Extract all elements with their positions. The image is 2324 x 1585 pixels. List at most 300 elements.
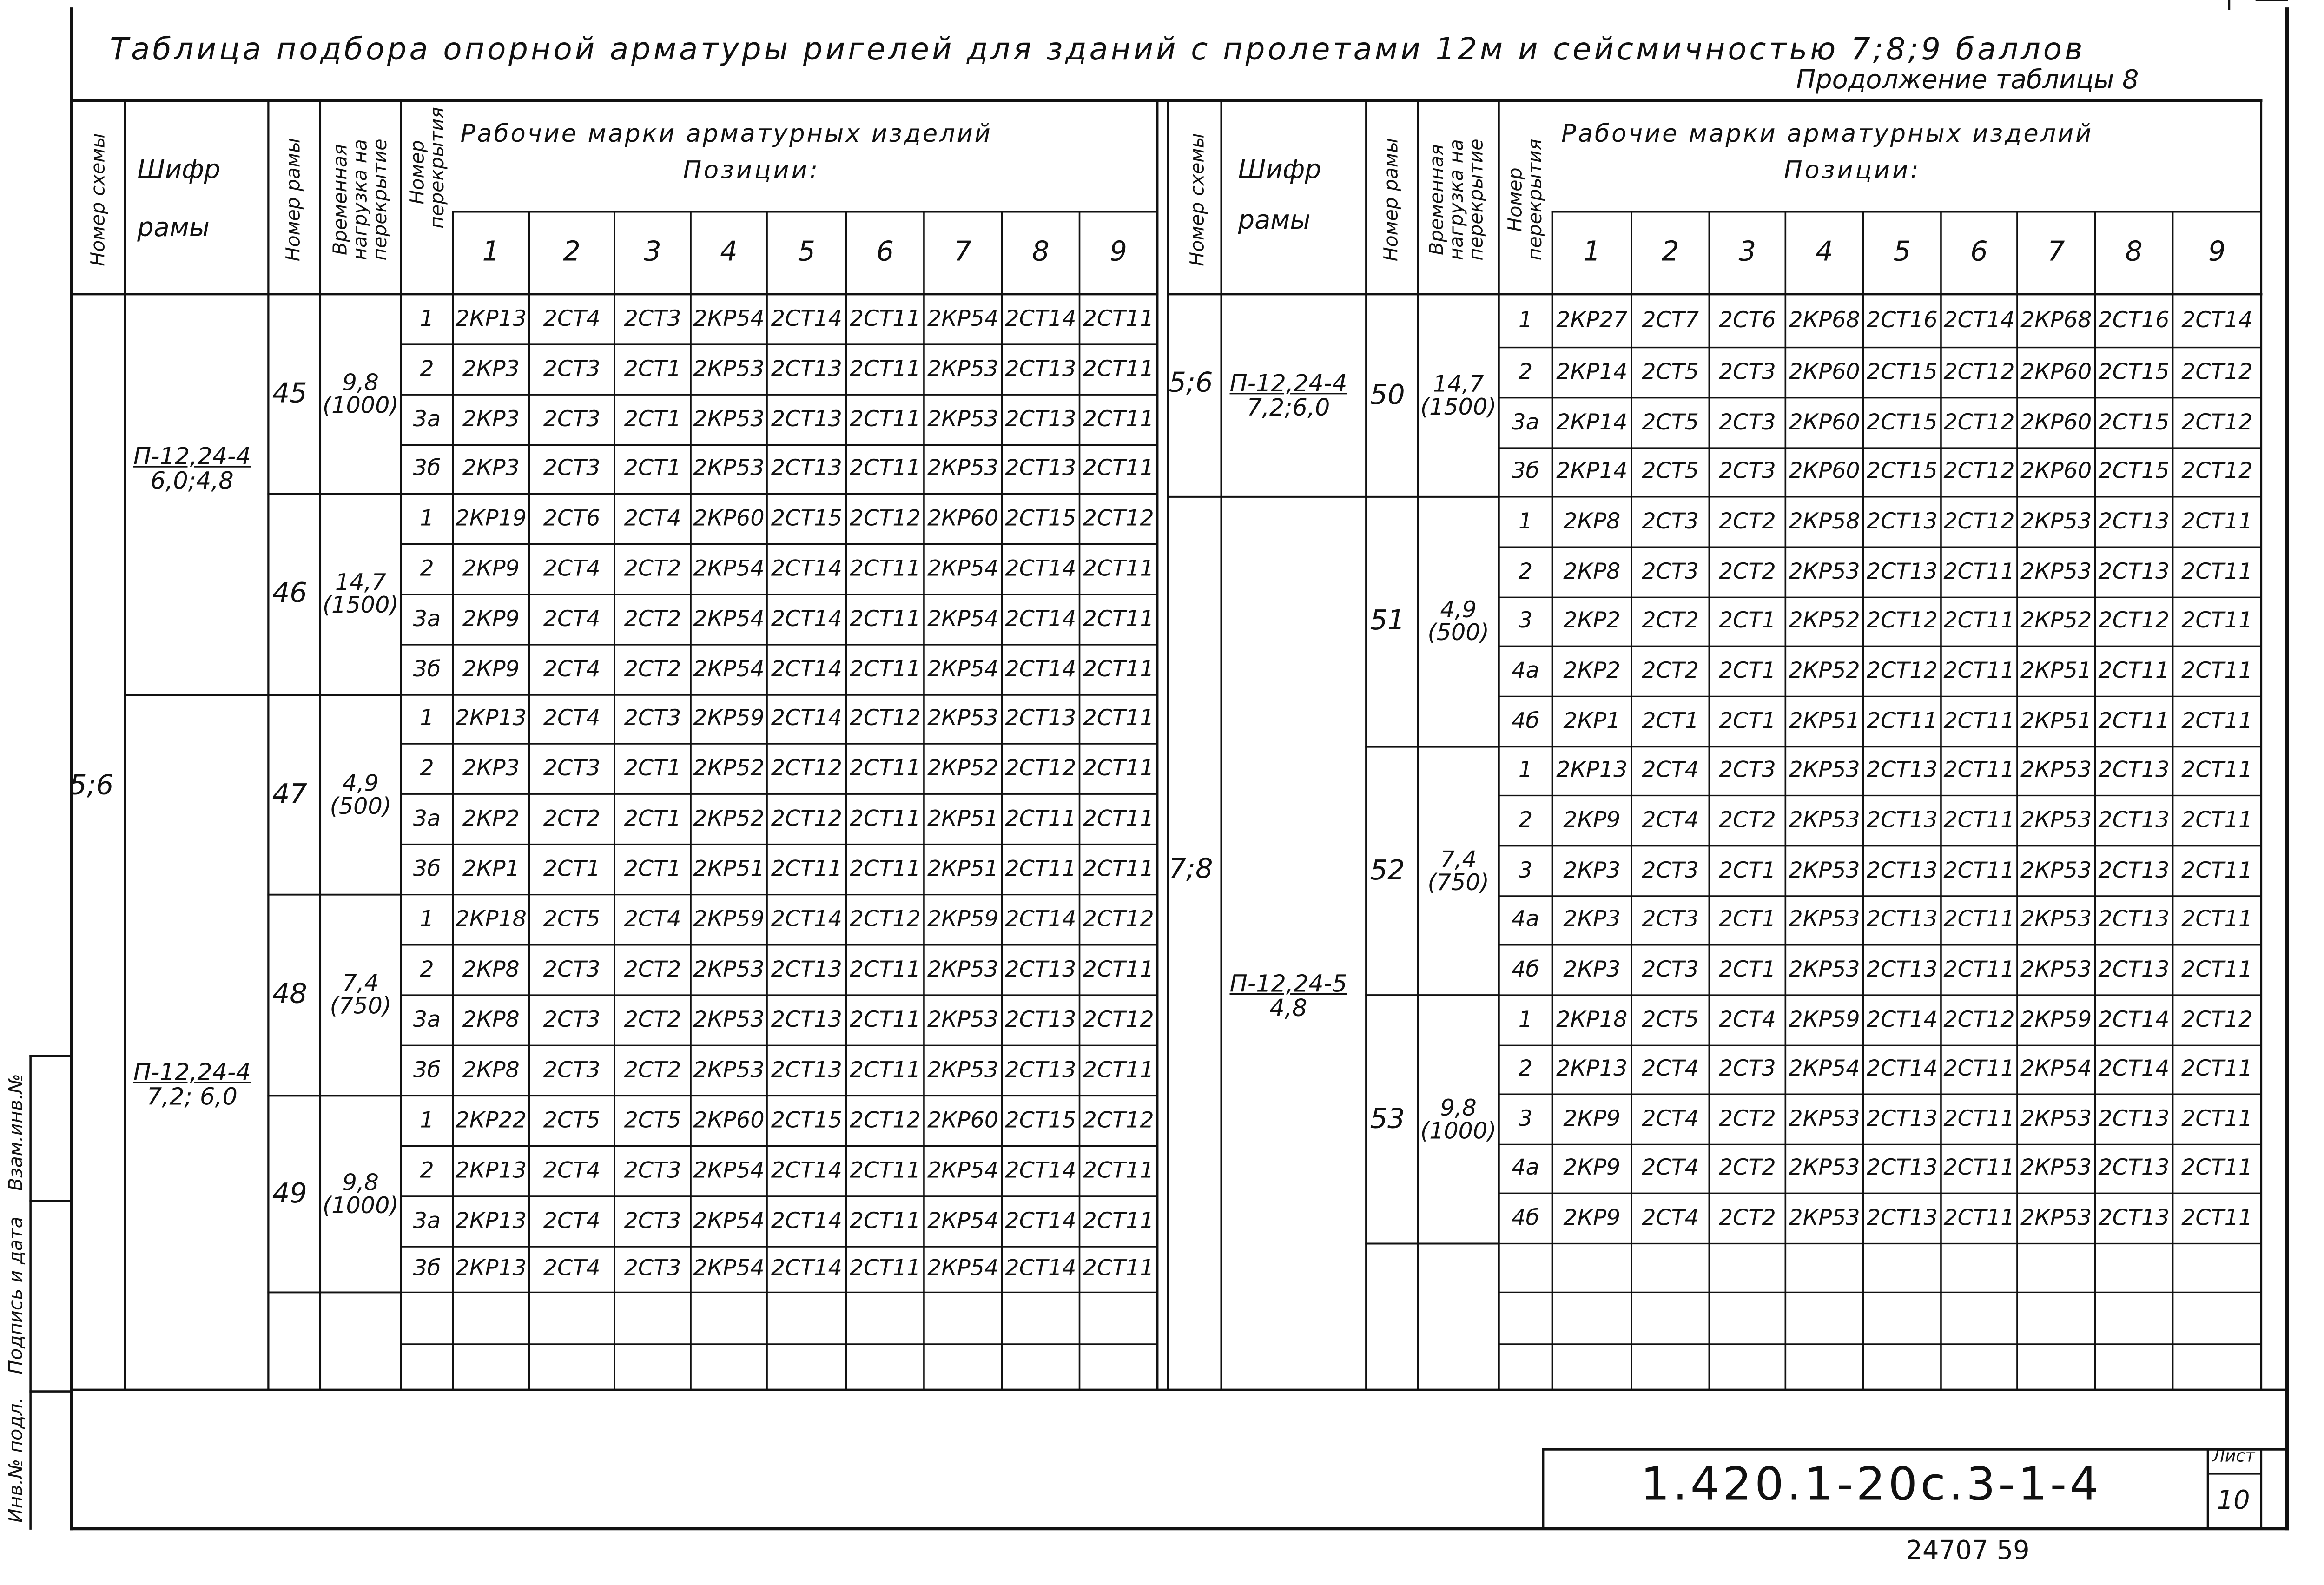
mark-cell: 2СТ16 xyxy=(1866,308,1938,333)
mark-cell: 2СТ12 xyxy=(849,707,921,732)
mark-cell: 2КР13 xyxy=(455,306,527,331)
mark-cell: 2СТ12 xyxy=(1943,460,2015,484)
mark-cell: 2СТ13 xyxy=(771,456,842,482)
frame-number: 50 xyxy=(1370,378,1405,411)
mark-cell: 2СТ13 xyxy=(1005,707,1076,732)
mark-cell: 2КР53 xyxy=(927,957,999,982)
mark-cell: 2СТ14 xyxy=(1005,306,1076,331)
mark-cell: 2КР68 xyxy=(2020,308,2092,333)
header-load: Временная нагрузка на перекрытие xyxy=(328,139,391,261)
code-denominator: 4,8 xyxy=(1269,995,1307,1023)
table-title: Таблица подбора опорной арматуры ригелей для зданий с пролетами 12м и сейсмичностью 7;8;9 баллов xyxy=(110,30,2086,67)
mark-cell: 2КР14 xyxy=(1556,360,1628,385)
mark-cell: 2КР8 xyxy=(462,1058,520,1083)
frame-code xyxy=(133,1060,251,1110)
mark-cell: 2СТ12 xyxy=(1083,1008,1154,1032)
mark-cell: 2СТ11 xyxy=(1083,756,1154,781)
header-floor-no-right: Номер перекрытия xyxy=(1503,139,1546,261)
mark-cell: 2КР53 xyxy=(927,357,999,382)
mark-cell: 2СТ11 xyxy=(1943,908,2015,932)
mark-cell: 2СТ4 xyxy=(543,1257,601,1281)
mark-cell: 2СТ12 xyxy=(849,907,921,932)
mark-cell: 2СТ11 xyxy=(2181,1206,2253,1230)
mark-cell: 2СТ12 xyxy=(2181,460,2253,484)
mark-cell: 2КР2 xyxy=(1563,659,1621,683)
header-scheme-no: Номер схемы xyxy=(86,133,109,266)
load-kgf: (1000) xyxy=(322,1191,399,1219)
mark-cell: 2СТ11 xyxy=(1083,407,1154,432)
mark-cell: 2СТ11 xyxy=(849,657,921,682)
mark-cell: 2СТ11 xyxy=(2181,609,2253,634)
header-code-line2: рамы xyxy=(137,213,210,244)
sheet-number: 10 xyxy=(2217,1486,2250,1517)
mark-cell: 2СТ14 xyxy=(771,657,842,682)
mark-cell: 2СТ5 xyxy=(1642,410,1699,435)
mark-cell: 2КР13 xyxy=(455,1158,527,1183)
mark-cell: 2СТ14 xyxy=(1005,657,1076,682)
mark-cell: 2СТ7 xyxy=(1642,308,1699,333)
mark-cell: 2СТ11 xyxy=(849,756,921,781)
mark-cell: 2СТ4 xyxy=(543,306,601,331)
load-kgf: (1000) xyxy=(322,391,399,419)
mark-cell: 2СТ14 xyxy=(771,556,842,581)
mark-cell: 2СТ11 xyxy=(1943,858,2015,883)
mark-cell: 2СТ3 xyxy=(624,707,681,732)
mark-cell: 2КР53 xyxy=(693,957,765,982)
mark-cell: 2СТ13 xyxy=(2098,560,2170,584)
mark-cell: 2СТ3 xyxy=(543,456,601,482)
mark-cell: 2КР3 xyxy=(462,407,520,432)
mark-cell: 2КР22 xyxy=(455,1108,527,1133)
load-value: 9,8 xyxy=(342,368,379,396)
mark-cell: 2СТ15 xyxy=(771,506,842,531)
mark-cell: 2СТ4 xyxy=(1642,1107,1699,1131)
mark-cell: 2СТ11 xyxy=(2181,1057,2253,1082)
mark-cell: 2КР53 xyxy=(693,456,765,482)
mark-cell: 2КР19 xyxy=(455,506,527,531)
mark-cell: 2СТ12 xyxy=(1866,659,1938,683)
mark-cell: 2СТ11 xyxy=(849,607,921,632)
mark-cell: 2СТ14 xyxy=(1866,1008,1938,1032)
mark-cell: 2СТ14 xyxy=(2098,1008,2170,1032)
header-frame-no-right: Номер рамы xyxy=(1379,138,1402,262)
mark-cell: 2СТ13 xyxy=(1005,357,1076,382)
frame-code xyxy=(1230,371,1347,421)
mark-cell: 2КР14 xyxy=(1556,460,1628,484)
mark-cell: 2СТ4 xyxy=(1642,1156,1699,1181)
mark-cell: 2СТ11 xyxy=(1943,1206,2015,1230)
mark-cell: 2СТ6 xyxy=(543,506,601,531)
mark-cell: 2СТ13 xyxy=(2098,908,2170,932)
mark-cell: 2КР18 xyxy=(455,907,527,932)
floor-number: 1 xyxy=(1518,308,1533,333)
frame-number: 51 xyxy=(1370,605,1405,637)
mark-cell: 2КР54 xyxy=(693,1257,765,1281)
floor-number: 4а xyxy=(1512,659,1539,683)
mark-cell: 2СТ13 xyxy=(1866,560,1938,584)
mark-cell: 2СТ11 xyxy=(2181,808,2253,833)
mark-cell: 2КР59 xyxy=(693,907,765,932)
load-cell xyxy=(1420,370,1497,420)
floor-number: 1 xyxy=(420,707,434,732)
mark-cell: 2СТ3 xyxy=(543,756,601,781)
mark-cell: 2СТ12 xyxy=(2098,609,2170,634)
mark-cell: 2СТ1 xyxy=(1718,709,1776,733)
mark-cell: 2КР53 xyxy=(2020,858,2092,883)
mark-cell: 2СТ11 xyxy=(1005,857,1076,881)
mark-cell: 2СТ11 xyxy=(2181,759,2253,783)
mark-cell: 2СТ11 xyxy=(849,1257,921,1281)
position-header-4: 4 xyxy=(1816,236,1833,269)
position-header-9: 9 xyxy=(1109,236,1127,269)
mark-cell: 2СТ11 xyxy=(1083,806,1154,831)
mark-cell: 2СТ2 xyxy=(624,657,681,682)
document-designation: 1.420.1-20с.3-1-4 xyxy=(1640,1458,2102,1512)
mark-cell: 2СТ3 xyxy=(543,407,601,432)
mark-cell: 2КР53 xyxy=(2020,808,2092,833)
floor-number: 4б xyxy=(1512,709,1539,733)
mark-cell: 2КР60 xyxy=(693,1108,765,1133)
load-value: 7,4 xyxy=(342,969,379,997)
floor-number: 1 xyxy=(420,306,434,331)
mark-cell: 2СТ11 xyxy=(849,806,921,831)
position-header-2: 2 xyxy=(1661,236,1679,269)
mark-cell: 2СТ11 xyxy=(2181,858,2253,883)
mark-cell: 2СТ11 xyxy=(1083,306,1154,331)
mark-cell: 2КР53 xyxy=(2020,1156,2092,1181)
mark-cell: 2СТ11 xyxy=(1083,857,1154,881)
mark-cell: 2СТ2 xyxy=(543,806,601,831)
header-code-line1: Шифр xyxy=(137,155,221,186)
mark-cell: 2СТ1 xyxy=(1718,659,1776,683)
mark-cell: 2СТ13 xyxy=(1866,908,1938,932)
mark-cell: 2СТ1 xyxy=(624,756,681,781)
mark-cell: 2КР60 xyxy=(693,506,765,531)
code-denominator: 6,0;4,8 xyxy=(150,468,234,495)
mark-cell: 2СТ6 xyxy=(1718,308,1776,333)
mark-cell: 2СТ11 xyxy=(849,556,921,581)
mark-cell: 2СТ11 xyxy=(849,1008,921,1032)
scheme-label: 5;6 xyxy=(69,769,114,802)
mark-cell: 2СТ14 xyxy=(2181,308,2253,333)
mark-cell: 2СТ11 xyxy=(1083,1058,1154,1083)
mark-cell: 2КР60 xyxy=(2020,410,2092,435)
mark-cell: 2СТ11 xyxy=(1083,607,1154,632)
mark-cell: 2КР9 xyxy=(1563,1206,1621,1230)
mark-cell: 2СТ12 xyxy=(849,1108,921,1133)
mark-cell: 2КР60 xyxy=(927,506,999,531)
mark-cell: 2СТ3 xyxy=(1718,460,1776,484)
mark-cell: 2КР53 xyxy=(927,707,999,732)
header-scheme-no-right: Номер схемы xyxy=(1185,133,1208,266)
mark-cell: 2СТ4 xyxy=(1718,1008,1776,1032)
mark-cell: 2СТ12 xyxy=(2181,410,2253,435)
mark-cell: 2СТ11 xyxy=(1083,1257,1154,1281)
mark-cell: 2КР53 xyxy=(1789,1156,1860,1181)
mark-cell: 2СТ13 xyxy=(2098,1156,2170,1181)
frame-code xyxy=(1230,972,1347,1022)
mark-cell: 2СТ15 xyxy=(1005,1108,1076,1133)
mark-cell: 2СТ14 xyxy=(1005,1158,1076,1183)
position-header-9: 9 xyxy=(2208,236,2226,269)
mark-cell: 2СТ4 xyxy=(543,607,601,632)
floor-number: 2 xyxy=(1518,560,1533,584)
floor-number: 3а xyxy=(413,806,441,831)
mark-cell: 2СТ11 xyxy=(1083,1158,1154,1183)
mark-cell: 2СТ3 xyxy=(1642,509,1699,534)
mark-cell: 2СТ13 xyxy=(771,407,842,432)
mark-cell: 2СТ14 xyxy=(771,1158,842,1183)
mark-cell: 2КР59 xyxy=(1789,1008,1860,1032)
floor-number: 2 xyxy=(420,957,434,982)
floor-number: 4б xyxy=(1512,957,1539,982)
mark-cell: 2КР13 xyxy=(455,707,527,732)
mark-cell: 2СТ15 xyxy=(2098,410,2170,435)
mark-cell: 2КР60 xyxy=(927,1108,999,1133)
mark-cell: 2СТ11 xyxy=(1943,560,2015,584)
mark-cell: 2КР59 xyxy=(927,907,999,932)
mark-cell: 2СТ12 xyxy=(2181,360,2253,385)
code-numerator: П-12,24-4 xyxy=(1229,370,1347,397)
mark-cell: 2СТ15 xyxy=(771,1108,842,1133)
mark-cell: 2СТ4 xyxy=(1642,1057,1699,1082)
mark-cell: 2СТ5 xyxy=(1642,1008,1699,1032)
mark-cell: 2КР53 xyxy=(1789,560,1860,584)
code-numerator: П-12,24-4 xyxy=(133,1058,251,1086)
floor-number: 1 xyxy=(1518,509,1533,534)
mark-cell: 2СТ16 xyxy=(2098,308,2170,333)
mark-cell: 2СТ13 xyxy=(1866,1156,1938,1181)
mark-cell: 2КР54 xyxy=(693,607,765,632)
mark-cell: 2КР53 xyxy=(927,456,999,482)
margin-signature-date: Подпись и дата xyxy=(3,1216,27,1374)
load-value: 4,9 xyxy=(342,769,379,797)
mark-cell: 2КР53 xyxy=(927,407,999,432)
mark-cell: 2КР60 xyxy=(1789,460,1860,484)
load-kgf: (500) xyxy=(330,792,391,819)
mark-cell: 2СТ11 xyxy=(1083,556,1154,581)
mark-cell: 2СТ11 xyxy=(1943,1156,2015,1181)
mark-cell: 2СТ3 xyxy=(1642,858,1699,883)
mark-cell: 2КР53 xyxy=(1789,1107,1860,1131)
mark-cell: 2СТ12 xyxy=(849,506,921,531)
mark-cell: 2СТ2 xyxy=(624,957,681,982)
mark-cell: 2КР14 xyxy=(1556,410,1628,435)
load-kgf: (1000) xyxy=(1420,1116,1497,1144)
mark-cell: 2СТ3 xyxy=(624,306,681,331)
mark-cell: 2КР54 xyxy=(927,657,999,682)
mark-cell: 2СТ12 xyxy=(1083,907,1154,932)
mark-cell: 2СТ11 xyxy=(1943,1107,2015,1131)
mark-cell: 2СТ4 xyxy=(1642,759,1699,783)
mark-cell: 2КР59 xyxy=(2020,1008,2092,1032)
mark-cell: 2СТ3 xyxy=(543,357,601,382)
mark-cell: 2КР27 xyxy=(1556,308,1628,333)
floor-number: 3а xyxy=(413,1209,441,1234)
frame-code xyxy=(133,445,251,495)
mark-cell: 2КР53 xyxy=(1789,957,1860,982)
mark-cell: 2СТ14 xyxy=(2098,1057,2170,1082)
header-marks-line2: Позиции: xyxy=(683,155,820,185)
mark-cell: 2СТ12 xyxy=(1083,1108,1154,1133)
mark-cell: 2СТ12 xyxy=(1005,756,1076,781)
mark-cell: 2КР9 xyxy=(462,657,520,682)
mark-cell: 2КР13 xyxy=(1556,759,1628,783)
mark-cell: 2СТ3 xyxy=(1718,1057,1776,1082)
mark-cell: 2СТ5 xyxy=(1642,460,1699,484)
mark-cell: 2СТ2 xyxy=(1718,509,1776,534)
mark-cell: 2СТ11 xyxy=(1083,957,1154,982)
mark-cell: 2КР53 xyxy=(693,1008,765,1032)
mark-cell: 2СТ1 xyxy=(1718,957,1776,982)
scheme-label: 5;6 xyxy=(1169,367,1213,400)
load-kgf: (750) xyxy=(330,992,391,1020)
load-value: 4,9 xyxy=(1440,596,1477,624)
mark-cell: 2КР9 xyxy=(1563,1107,1621,1131)
mark-cell: 2СТ1 xyxy=(1718,908,1776,932)
mark-cell: 2СТ11 xyxy=(1005,806,1076,831)
mark-cell: 2СТ1 xyxy=(1718,609,1776,634)
mark-cell: 2СТ11 xyxy=(2181,1156,2253,1181)
mark-cell: 2КР53 xyxy=(693,357,765,382)
mark-cell: 2КР3 xyxy=(1563,908,1621,932)
mark-cell: 2КР58 xyxy=(1789,509,1860,534)
mark-cell: 2КР52 xyxy=(927,756,999,781)
mark-cell: 2СТ14 xyxy=(1866,1057,1938,1082)
mark-cell: 2КР53 xyxy=(1789,1206,1860,1230)
mark-cell: 2КР1 xyxy=(1563,709,1621,733)
mark-cell: 2СТ11 xyxy=(1943,759,2015,783)
mark-cell: 2СТ13 xyxy=(1005,407,1076,432)
mark-cell: 2СТ13 xyxy=(771,1008,842,1032)
position-header-2: 2 xyxy=(563,236,581,269)
mark-cell: 2СТ11 xyxy=(1083,707,1154,732)
mark-cell: 2СТ2 xyxy=(624,1008,681,1032)
mark-cell: 2СТ13 xyxy=(771,957,842,982)
mark-cell: 2КР52 xyxy=(2020,609,2092,634)
mark-cell: 2КР53 xyxy=(927,1058,999,1083)
mark-cell: 2СТ15 xyxy=(1866,410,1938,435)
mark-cell: 2СТ11 xyxy=(2098,709,2170,733)
floor-number: 3а xyxy=(413,407,441,432)
mark-cell: 2СТ1 xyxy=(624,456,681,482)
floor-number: 3б xyxy=(413,1058,441,1083)
frame-number: 52 xyxy=(1370,854,1405,886)
mark-cell: 2СТ12 xyxy=(2181,1008,2253,1032)
mark-cell: 2СТ13 xyxy=(1005,456,1076,482)
mark-cell: 2КР2 xyxy=(462,806,520,831)
mark-cell: 2СТ13 xyxy=(1866,808,1938,833)
mark-cell: 2СТ12 xyxy=(1943,410,2015,435)
mark-cell: 2СТ5 xyxy=(1642,360,1699,385)
mark-cell: 2СТ11 xyxy=(1083,357,1154,382)
mark-cell: 2СТ4 xyxy=(624,506,681,531)
mark-cell: 2СТ12 xyxy=(1943,509,2015,534)
mark-cell: 2СТ13 xyxy=(2098,509,2170,534)
frame-number: 47 xyxy=(272,778,307,810)
mark-cell: 2КР13 xyxy=(455,1209,527,1234)
mark-cell: 2КР3 xyxy=(462,756,520,781)
code-numerator: П-12,24-4 xyxy=(133,443,251,471)
archive-number: 24707 59 xyxy=(1906,1536,2030,1567)
floor-number: 2 xyxy=(420,1158,434,1183)
mark-cell: 2КР53 xyxy=(2020,1107,2092,1131)
mark-cell: 2СТ15 xyxy=(1866,460,1938,484)
mark-cell: 2КР54 xyxy=(927,306,999,331)
frame-number: 48 xyxy=(272,978,307,1010)
mark-cell: 2СТ11 xyxy=(849,306,921,331)
floor-number: 2 xyxy=(1518,360,1533,385)
floor-number: 3 xyxy=(1518,1107,1533,1131)
code-denominator: 7,2;6,0 xyxy=(1247,395,1330,423)
mark-cell: 2СТ1 xyxy=(624,407,681,432)
mark-cell: 2СТ4 xyxy=(624,907,681,932)
floor-number: 4б xyxy=(1512,1206,1539,1230)
mark-cell: 2КР60 xyxy=(2020,460,2092,484)
mark-cell: 2СТ14 xyxy=(1005,607,1076,632)
mark-cell: 2КР54 xyxy=(1789,1057,1860,1082)
mark-cell: 2СТ4 xyxy=(543,707,601,732)
mark-cell: 2СТ1 xyxy=(1642,709,1699,733)
mark-cell: 2СТ11 xyxy=(849,407,921,432)
mark-cell: 2СТ13 xyxy=(771,1058,842,1083)
mark-cell: 2КР8 xyxy=(462,1008,520,1032)
mark-cell: 2СТ14 xyxy=(771,607,842,632)
position-header-3: 3 xyxy=(644,236,661,269)
floor-number: 4а xyxy=(1512,908,1539,932)
position-header-3: 3 xyxy=(1738,236,1756,269)
mark-cell: 2КР18 xyxy=(1556,1008,1628,1032)
mark-cell: 2СТ11 xyxy=(849,456,921,482)
position-header-4: 4 xyxy=(720,236,738,269)
mark-cell: 2КР53 xyxy=(2020,908,2092,932)
mark-cell: 2КР9 xyxy=(462,607,520,632)
mark-cell: 2КР52 xyxy=(693,756,765,781)
mark-cell: 2КР51 xyxy=(1789,709,1860,733)
floor-number: 3б xyxy=(413,657,441,682)
margin-replacement-inventory: Взам.инв.№ xyxy=(3,1074,27,1191)
load-cell xyxy=(1420,1093,1497,1144)
mark-cell: 2СТ11 xyxy=(2181,1107,2253,1131)
mark-cell: 2СТ11 xyxy=(849,1209,921,1234)
mark-cell: 2КР51 xyxy=(693,857,765,881)
mark-cell: 2СТ12 xyxy=(1943,1008,2015,1032)
mark-cell: 2СТ12 xyxy=(1866,609,1938,634)
mark-cell: 2КР51 xyxy=(927,806,999,831)
load-value: 7,4 xyxy=(1440,845,1477,873)
header-frame-no: Номер рамы xyxy=(281,138,304,262)
position-header-5: 5 xyxy=(798,236,816,269)
header-floor-no: Номер перекрытия xyxy=(405,107,449,229)
mark-cell: 2СТ13 xyxy=(2098,759,2170,783)
mark-cell: 2СТ3 xyxy=(543,957,601,982)
mark-cell: 2СТ12 xyxy=(771,756,842,781)
mark-cell: 2КР9 xyxy=(462,556,520,581)
mark-cell: 2СТ14 xyxy=(771,1209,842,1234)
mark-cell: 2СТ11 xyxy=(2181,709,2253,733)
load-cell xyxy=(322,1168,399,1219)
load-cell xyxy=(322,368,399,419)
load-cell xyxy=(330,769,391,819)
mark-cell: 2СТ14 xyxy=(1005,1209,1076,1234)
mark-cell: 2СТ12 xyxy=(1083,506,1154,531)
code-denominator: 7,2; 6,0 xyxy=(146,1083,238,1111)
floor-number: 3а xyxy=(413,607,441,632)
load-kgf: (750) xyxy=(1427,868,1489,896)
mark-cell: 2СТ3 xyxy=(1642,908,1699,932)
mark-cell: 2КР54 xyxy=(927,1257,999,1281)
mark-cell: 2СТ3 xyxy=(1642,957,1699,982)
